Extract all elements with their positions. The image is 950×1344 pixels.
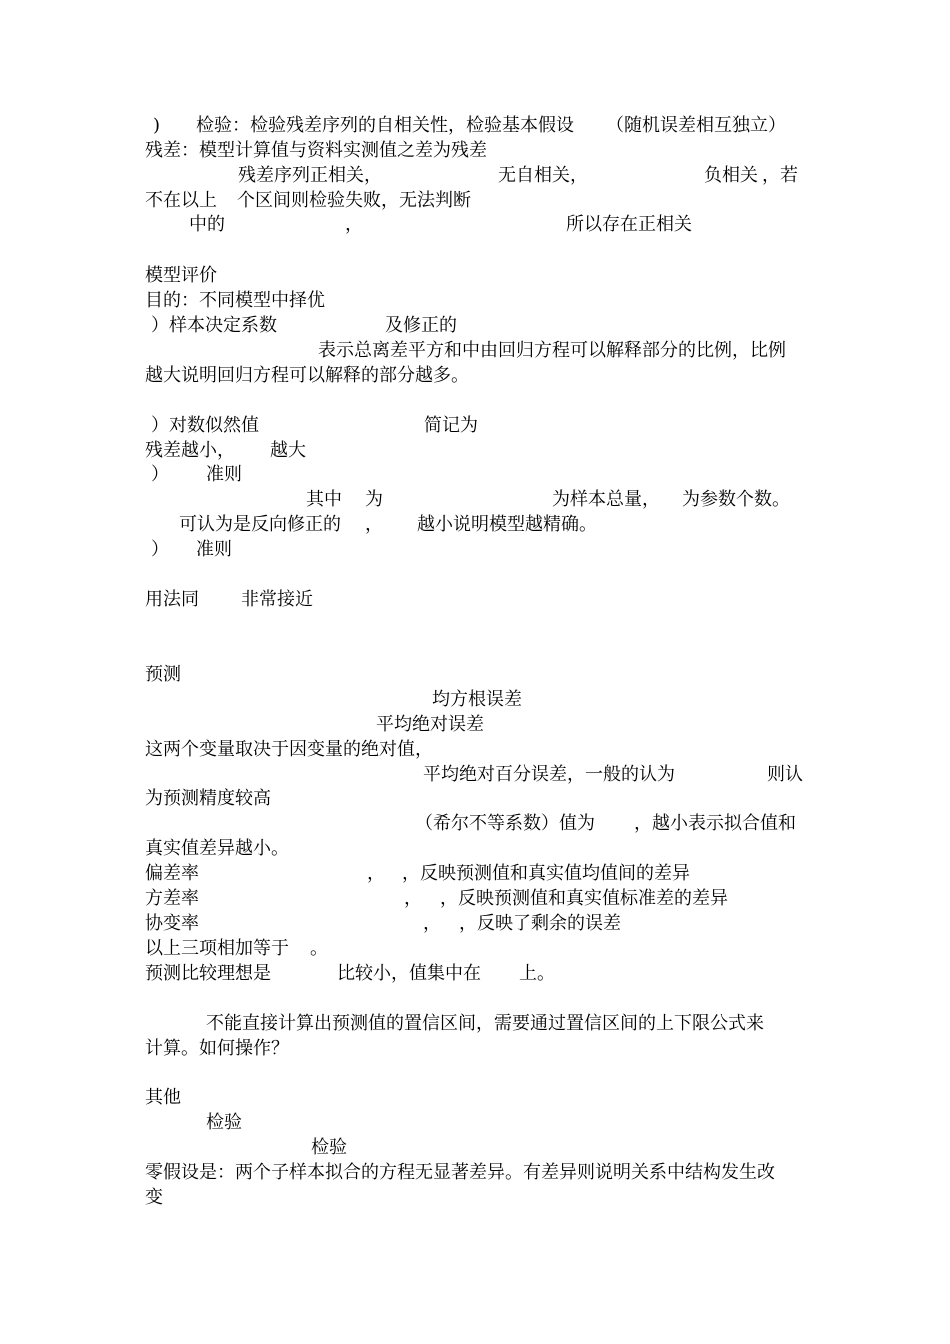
text-line: ） bbox=[151, 539, 169, 560]
text-line: 计算。如何操作？ bbox=[145, 1038, 289, 1059]
text-line: 表示总离差平方和中由回归方程可以解释部分的比例，比例 bbox=[318, 340, 786, 361]
text-line: ，反映预测值和真实值均值间的差异 bbox=[402, 863, 690, 884]
text-line: 用法同 bbox=[145, 589, 199, 610]
text-line: 变 bbox=[145, 1187, 163, 1208]
text-line: 为样本总量， bbox=[552, 489, 660, 510]
text-line: 平均绝对百分误差，一般的认为 bbox=[423, 764, 675, 785]
text-line: 残差序列正相关， bbox=[238, 165, 382, 186]
text-line: 均方根误差 bbox=[432, 689, 522, 710]
text-line: 其中 bbox=[306, 489, 342, 510]
text-line: ）样本决定系数 bbox=[151, 315, 277, 336]
text-line: ， bbox=[404, 888, 422, 909]
text-line: 平均绝对误差 bbox=[376, 714, 484, 735]
text-line: 越大说明回归方程可以解释的部分越多。 bbox=[145, 365, 469, 386]
text-line: 协变率 bbox=[145, 913, 199, 934]
text-line: 则认 bbox=[767, 764, 803, 785]
text-line: 零假设是：两个子样本拟合的方程无显著差异。有差异则说明关系中结构发生改 bbox=[145, 1162, 775, 1183]
text-line: 准则 bbox=[206, 464, 242, 485]
text-line: ，越小表示拟合值和 bbox=[634, 813, 796, 834]
section-heading: 预测 bbox=[145, 664, 181, 685]
text-line: ， bbox=[367, 863, 385, 884]
text-line: ) bbox=[153, 115, 161, 136]
text-line: 这两个变量取决于因变量的绝对值， bbox=[145, 739, 433, 760]
text-line: 不在以上 bbox=[145, 190, 217, 211]
text-line: 准则 bbox=[196, 539, 232, 560]
text-line: 越大 bbox=[270, 440, 306, 461]
text-line: 。 bbox=[310, 938, 328, 959]
text-line: 偏差率 bbox=[145, 863, 199, 884]
text-line: （希尔不等系数）值为 bbox=[415, 813, 595, 834]
text-line: 越小说明模型越精确。 bbox=[417, 514, 597, 535]
text-line: 无自相关， bbox=[498, 165, 588, 186]
text-line: ，若 bbox=[762, 165, 798, 186]
section-heading: 模型评价 bbox=[145, 265, 217, 286]
text-line: 残差：模型计算值与资料实测值之差为残差 bbox=[145, 140, 487, 161]
text-line: ， bbox=[423, 913, 441, 934]
text-line: 为预测精度较高 bbox=[145, 788, 271, 809]
text-line: 检验 bbox=[311, 1137, 347, 1158]
text-line: 残差越小， bbox=[145, 440, 235, 461]
text-line: （随机误差相互独立） bbox=[606, 115, 786, 136]
text-line: ）对数似然值 bbox=[151, 415, 259, 436]
text-line: 个区间则检验失败，无法判断 bbox=[237, 190, 471, 211]
text-line: 不能直接计算出预测值的置信区间，需要通过置信区间的上下限公式来 bbox=[206, 1013, 764, 1034]
text-line: 预测比较理想是 bbox=[145, 963, 271, 984]
text-line: 方差率 bbox=[145, 888, 199, 909]
text-line: 真实值差异越小。 bbox=[145, 838, 289, 859]
text-line: 简记为 bbox=[424, 415, 478, 436]
text-line: 所以存在正相关 bbox=[566, 214, 692, 235]
text-line: 以上三项相加等于 bbox=[145, 938, 289, 959]
text-line: 为参数个数。 bbox=[682, 489, 790, 510]
text-line: 上。 bbox=[519, 963, 555, 984]
section-heading: 其他 bbox=[145, 1087, 181, 1108]
text-line: 中的 bbox=[189, 214, 225, 235]
text-line: 为 bbox=[365, 489, 383, 510]
text-line: 非常接近 bbox=[241, 589, 313, 610]
text-line: 负相关 bbox=[704, 165, 758, 186]
text-line: ， bbox=[365, 514, 383, 535]
text-line: 及修正的 bbox=[385, 315, 457, 336]
text-line: ，反映预测值和真实值标准差的差异 bbox=[440, 888, 728, 909]
text-line: ， bbox=[345, 214, 363, 235]
text-line: 检验：检验残差序列的自相关性，检验基本假设 bbox=[196, 115, 574, 136]
text-line: 目的：不同模型中择优 bbox=[145, 290, 325, 311]
text-line: 可认为是反向修正的 bbox=[179, 514, 341, 535]
text-line: ，反映了剩余的误差 bbox=[459, 913, 621, 934]
text-line: 检验 bbox=[206, 1112, 242, 1133]
text-line: 比较小，值集中在 bbox=[337, 963, 481, 984]
text-line: ） bbox=[151, 464, 169, 485]
